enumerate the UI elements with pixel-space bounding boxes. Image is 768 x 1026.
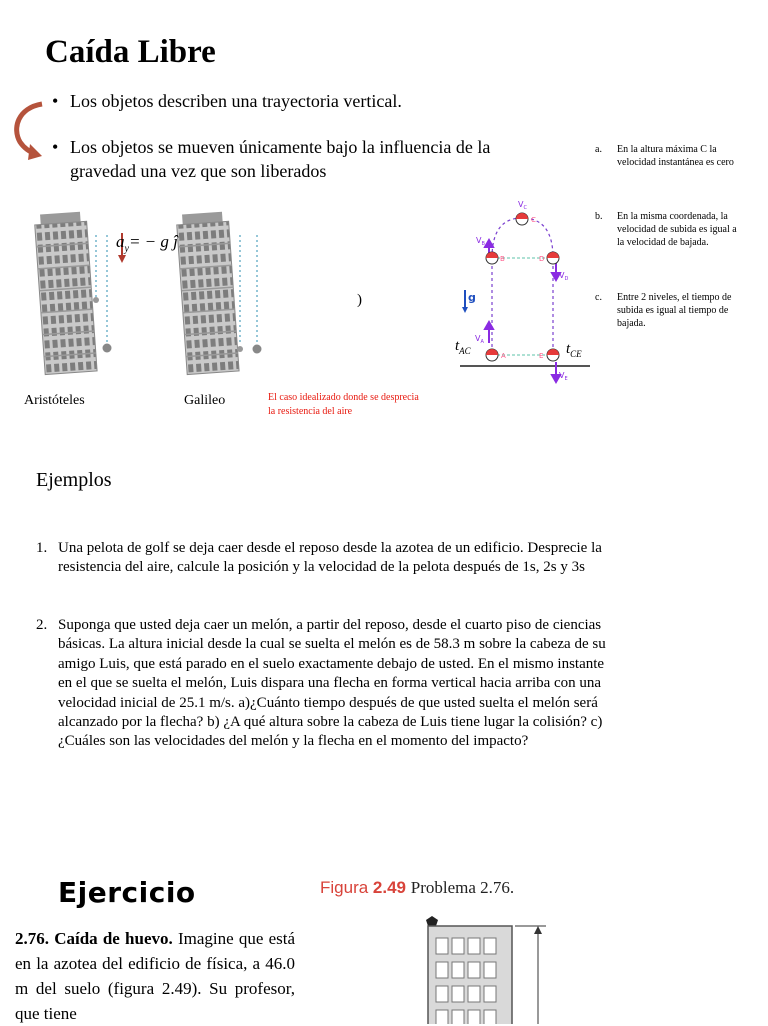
svg-text:E: E xyxy=(539,352,544,360)
note-a: a. En la altura máxima C la velocidad instantánea es cero xyxy=(595,144,734,168)
label-aristoteles: Aristóteles xyxy=(24,393,85,408)
ball-a xyxy=(486,349,498,361)
example-item: 1. Una pelota de golf se deja caer desde el reposo desde la azotea de un edificio. Desprecie la resistencia del aire, calcule la posición y la velocidad de la pelota después de 1s, 2s y 3s xyxy=(36,540,602,576)
note-c: c. Entre 2 niveles, el tiempo de subida es igual al tiempo de bajada. xyxy=(595,292,732,329)
examples-heading: Ejemplos xyxy=(36,469,112,491)
idealized-note: El caso idealizado donde se desprecia la resistencia del aire xyxy=(268,392,419,417)
svg-text:B: B xyxy=(500,255,505,263)
stray-paren: ) xyxy=(357,292,362,308)
svg-text:VD: $V_D$ xyxy=(559,271,569,282)
trajectory-diagram xyxy=(452,198,600,388)
ball-d xyxy=(547,252,559,264)
time-ac-label: $t_{AC}$ xyxy=(455,338,471,356)
building-figure xyxy=(420,912,560,1024)
page-title: Caída Libre xyxy=(45,34,216,70)
g-label: g xyxy=(468,291,476,304)
curved-arrow-icon xyxy=(8,98,52,162)
svg-text:A: A xyxy=(501,352,506,360)
svg-text:VE: $V_E$ xyxy=(559,371,568,382)
bullet-text: Los objetos describen una trayectoria vertical. xyxy=(70,91,402,111)
ball-e xyxy=(547,349,559,361)
bullet-text: Los objetos se mueven únicamente bajo la influencia de la gravedad una vez que son liberados xyxy=(70,137,491,181)
svg-text:VA: $V_A$ xyxy=(475,334,484,345)
note-b: b. En la misma coordenada, la velocidad de subida es igual a la velocidad de bajada. xyxy=(595,211,737,248)
ball-b xyxy=(486,252,498,264)
svg-text:C: C xyxy=(531,216,536,224)
label-galileo: Galileo xyxy=(184,393,226,408)
svg-text:VB: $V_B$ xyxy=(476,236,485,247)
person-icon xyxy=(426,916,438,926)
figure-caption: Figura 2.49 Problema 2.76. xyxy=(320,878,515,897)
tower-galileo xyxy=(176,211,239,374)
exercise-heading: Ejercicio xyxy=(58,876,196,909)
time-ce-label: $t_{CE}$ xyxy=(566,341,582,359)
tower-aristoteles xyxy=(34,211,97,374)
bullet-item: • Los objetos se mueven únicamente bajo la influencia de la gravedad una vez que son liberados xyxy=(52,135,542,183)
bullet-item: • Los objetos describen una trayectoria vertical. xyxy=(52,89,552,113)
example-item: 2. Suponga que usted deja caer un melón, a partir del reposo, desde el cuarto piso de ciencias básicas. La altura inicial desde la cual se suelta el melón es de 58.3 m sobre la cabeza de su amigo Luis, que está parado en el suelo exactamente debajo de usted. En el mismo instante en el que se suelta el melón, Luis dispara una flecha en forma vertical hacia arriba con una velocidad inicial de 25.1 m/s. a)¿Cuánto tiempo después de que usted suelta el melón será alcanzado por la flecha? b) ¿A qué altura sobre la cabeza de Luis tiene lugar la colisión? c) ¿Cuáles son las velocidades del melón y la flecha en el momento del impacto? xyxy=(36,617,606,750)
ball-c xyxy=(516,213,528,225)
svg-text:D: D xyxy=(539,255,545,263)
acceleration-formula: $a_y= - g$ ĵ xyxy=(116,232,178,255)
svg-text:VC: $V_C$ xyxy=(518,200,527,211)
problem-text: 2.76. Caída de huevo. Imagine que está en la azotea del edificio de física, a 46.0 m del suelo (figura 2.49). Su profesor, que tiene xyxy=(15,929,296,1023)
